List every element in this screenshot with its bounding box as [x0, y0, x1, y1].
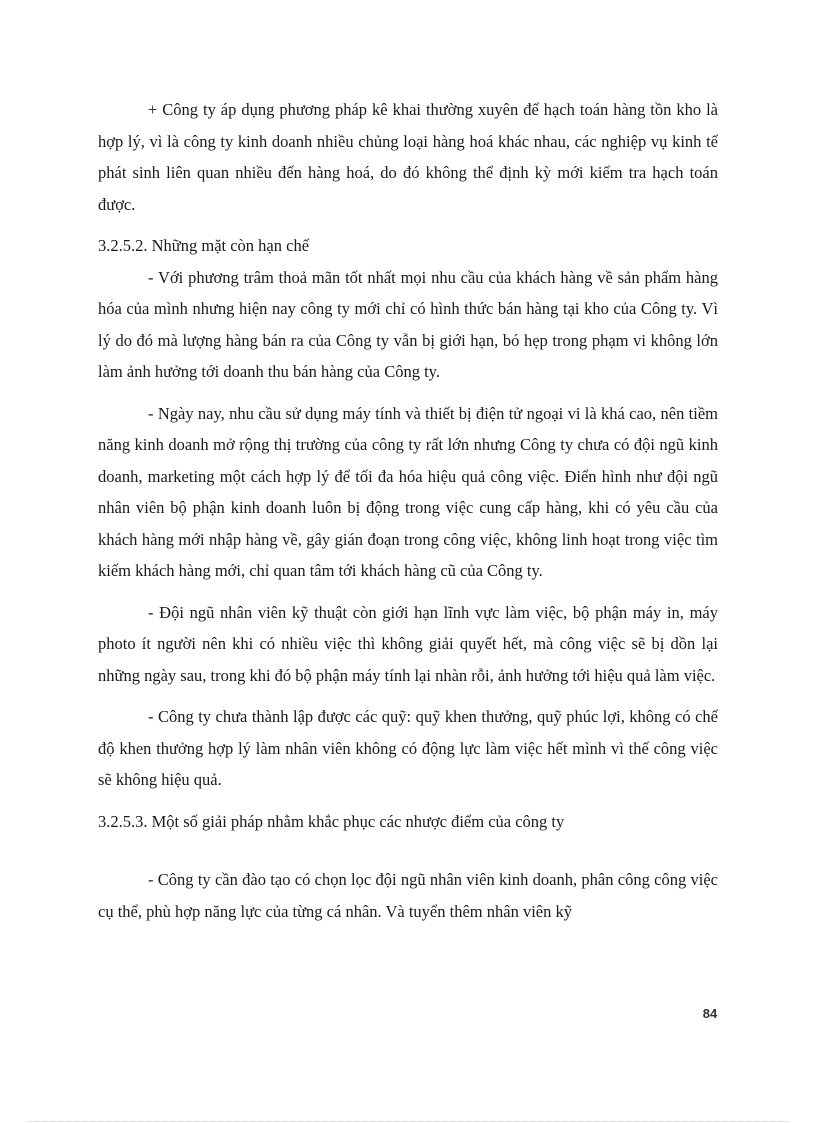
- spacer: [98, 796, 718, 806]
- page-number: 84: [702, 1006, 718, 1021]
- spacer: [98, 388, 718, 398]
- section-heading-limitations: 3.2.5.2. Những mặt còn hạn chế: [98, 236, 310, 255]
- spacer: [98, 587, 718, 597]
- paragraph-funds: - Công ty chưa thành lập được các quỹ: quỹ khen thưởng, quỹ phúc lợi, không có chế độ khen thưởng hợp lý làm nhân viên không có động lực làm việc hết mình vì thế công việc sẽ không hiệu quả.: [98, 707, 718, 789]
- section-heading-solutions: 3.2.5.3. Một số giải pháp nhằm khắc phục các nhược điểm của công ty: [98, 811, 565, 831]
- paragraph-sales-limitation: - Với phương trâm thoả mãn tốt nhất mọi nhu cầu của khách hàng về sản phẩm hàng hóa của mình nhưng hiện nay công ty mới chỉ có hình thức bán hàng tại kho của Công ty. Vì lý do đó mà lượng hàng bán ra của Công ty vẫn bị giới hạn, bó hẹp trong phạm vi không lớn làm ảnh hưởng tới doanh thu bán hàng của Công ty.: [98, 267, 718, 381]
- paragraph-technical-staff: - Đội ngũ nhân viên kỹ thuật còn giới hạn lĩnh vực làm việc, bộ phận máy in, máy photo ít người nên khi có nhiều việc thì không giải quyết hết, mà công việc sẽ bị dồn lại những ngày sau, trong khi đó bộ phận máy tính lại nhàn rỗi, ảnh hưởng tới hiệu quả làm việc.: [98, 602, 718, 685]
- document-body: [98, 94, 718, 927]
- spacer: [98, 691, 718, 701]
- paragraph-training-solution: - Công ty cần đào tạo có chọn lọc đội ngũ nhân viên kinh doanh, phân công công việc cụ thể, phù hợp năng lực của từng cá nhân. Và tuyển thêm nhân viên kỹ: [98, 870, 718, 921]
- spacer: [98, 837, 718, 864]
- paragraph-inventory-method: + Công ty áp dụng phương pháp kê khai thường xuyên để hạch toán hàng tồn kho là hợp lý, vì là công ty kinh doanh nhiều chủng loại hàng hoá khác nhau, các nghiệp vụ kinh tế phát sinh liên quan nhiều đến hàng hoá, do đó không thể định kỳ mới kiểm tra hạch toán được.: [98, 100, 718, 214]
- page-bottom-divider: [28, 1121, 788, 1122]
- spacer: [98, 220, 718, 230]
- paragraph-market-potential: - Ngày nay, nhu cầu sử dụng máy tính và thiết bị điện tử ngoại vi là khá cao, nên tiềm năng kinh doanh mở rộng thị trường của công ty rất lớn nhưng Công ty chưa có đội ngũ kinh doanh, marketing một cách hợp lý để tối đa hóa hiệu quả công việc. Điển hình như đội ngũ nhân viên bộ phận kinh doanh luôn bị động trong việc cung cấp hàng, khi có yêu cầu của khách hàng mới nhập hàng về, gây gián đoạn trong công việc, không linh hoạt trong việc tìm kiếm khách hàng mới, chỉ quan tâm tới khách hàng cũ của Công ty.: [98, 403, 718, 580]
